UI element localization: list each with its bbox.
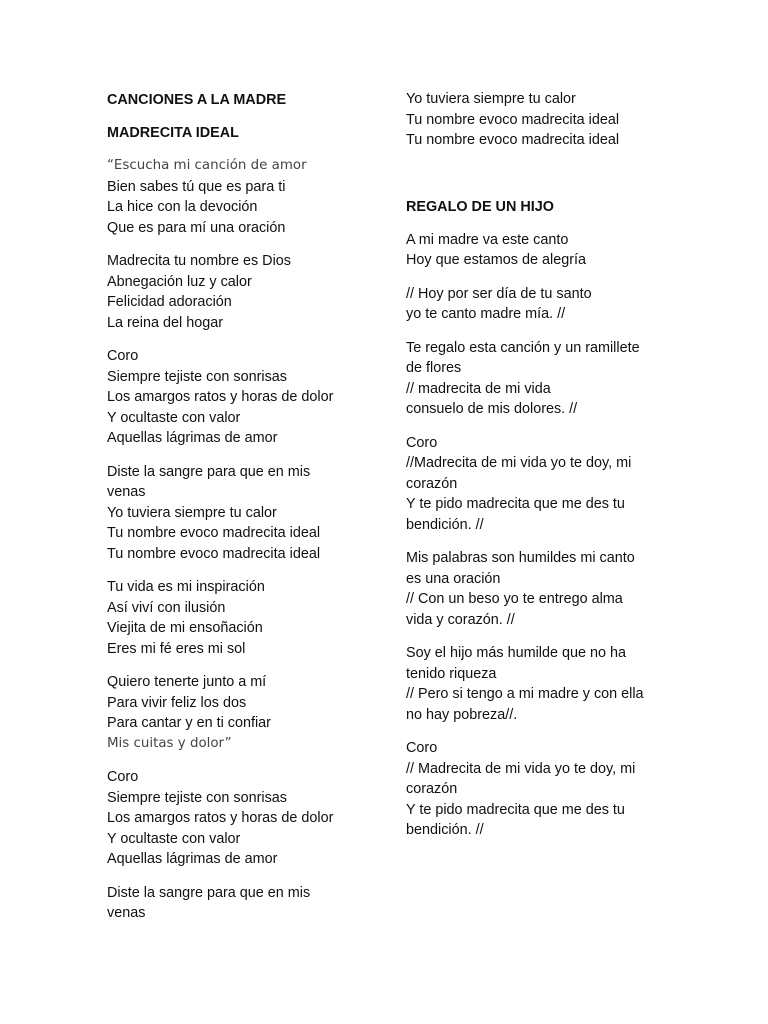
lyric-line: Quiero tenerte junto a mí [107,674,267,690]
lyric-line: es una oración [406,570,501,587]
lyric-line: Tu nombre evoco madrecita ideal [107,545,321,562]
lyric-line: de flores [406,360,462,376]
stanza [107,251,407,333]
lyric-line: Madrecita tu nombre es Dios [107,253,291,269]
lyric-line: Coro [107,769,139,785]
lyric-line: venas [107,484,146,500]
lyric-line: Soy el hijo más humilde que no ha [406,645,626,661]
lyric-line: Los amargos ratos y horas de dolor [107,810,334,826]
lyric-line: Bien sabes tú que es para ti [107,178,286,195]
lyric-line: Felicidad adoración [107,294,232,310]
lyric-line: Aquellas lágrimas de amor [107,851,278,867]
lyric-line: Siempre tejiste con sonrisas [107,789,287,806]
lyric-line: // Pero si tengo a mi madre y con ella [406,686,644,702]
lyric-line: // Madrecita de mi vida yo te doy, mi [406,760,636,777]
lyric-line: Y ocultaste con valor [107,409,241,426]
document-title: CANCIONES A LA MADRE [107,92,287,108]
lyric-line: // Con un beso yo te entrego alma [406,591,623,607]
stanza [107,883,407,924]
song-title-regalo-de-un-hijo: REGALO DE UN HIJO [406,198,554,215]
lyric-line: //Madrecita de mi vida yo te doy, mi [406,455,632,471]
lyric-line: Tu nombre evoco madrecita ideal [406,132,620,148]
lyric-line: Mis cuitas y dolor” [107,735,232,751]
lyric-line: Que es para mí una oración [107,219,286,236]
song-title-madrecita-ideal: MADRECITA IDEAL [107,125,239,141]
stanza [406,338,706,420]
stanza-coro [107,767,407,870]
lyric-line: yo te canto madre mía. // [406,306,566,322]
lyric-line: Coro [107,348,139,364]
lyric-line: Eres mi fé eres mi sol [107,640,246,657]
lyric-line: Yo tuviera siempre tu calor [107,504,277,521]
lyric-line: Para vivir feliz los dos [107,694,247,711]
lyric-line: Hoy que estamos de alegría [406,252,586,268]
stanza-coro [406,433,706,536]
lyric-line: “Escucha mi canción de amor [107,158,307,173]
lyric-line: bendición. // [406,822,484,838]
lyric-line: Diste la sangre para que en mis [107,463,311,480]
left-column [107,89,407,924]
lyric-line: Los amargos ratos y horas de dolor [107,389,334,405]
stanza [107,156,407,238]
lyric-line: Tu nombre evoco madrecita ideal [107,525,321,541]
stanza [406,643,706,725]
lyric-line: no hay pobreza//. [406,706,518,723]
stanza-coro [406,738,706,841]
lyric-line: consuelo de mis dolores. // [406,401,578,417]
stanza [107,577,407,659]
stanza [107,672,407,754]
lyric-line: Y ocultaste con valor [107,830,241,847]
right-column [406,89,706,841]
lyric-line: tenido riqueza [406,665,497,682]
lyric-line: corazón [406,475,458,492]
lyric-line: La hice con la devoción [107,199,258,215]
lyric-line: vida y corazón. // [406,611,515,628]
lyric-line: Aquellas lágrimas de amor [107,430,278,446]
lyric-line: bendición. // [406,516,484,533]
lyric-line: corazón [406,781,458,797]
lyric-line: Abnegación luz y calor [107,273,252,290]
lyric-line: Te regalo esta canción y un ramillete [406,339,640,356]
lyric-line: // Hoy por ser día de tu santo [406,285,592,302]
lyric-line: venas [107,905,146,921]
lyric-line: La reina del hogar [107,314,224,331]
lyric-line: Diste la sangre para que en mis [107,884,311,901]
lyric-line: Coro [406,740,438,756]
lyric-line: Yo tuviera siempre tu calor [406,91,576,107]
lyric-line: Y te pido madrecita que me des tu [406,496,625,512]
lyric-line: Siempre tejiste con sonrisas [107,368,287,385]
lyric-line: Y te pido madrecita que me des tu [406,801,625,818]
lyric-line: // madrecita de mi vida [406,380,551,397]
stanza [107,462,407,565]
stanza-coro [107,346,407,449]
stanza-continuation [406,89,706,151]
lyric-line: Así viví con ilusión [107,599,226,616]
lyric-line: Para cantar y en ti confiar [107,715,271,731]
stanza [406,284,706,325]
lyric-line: Viejita de mi ensoñación [107,620,263,636]
stanza [406,548,706,630]
lyric-line: Mis palabras son humildes mi canto [406,550,635,566]
stanza [406,230,706,271]
lyric-line: A mi madre va este canto [406,231,569,248]
lyric-line: Tu nombre evoco madrecita ideal [406,111,620,128]
lyric-line: Tu vida es mi inspiración [107,579,265,595]
lyric-line: Coro [406,434,438,451]
